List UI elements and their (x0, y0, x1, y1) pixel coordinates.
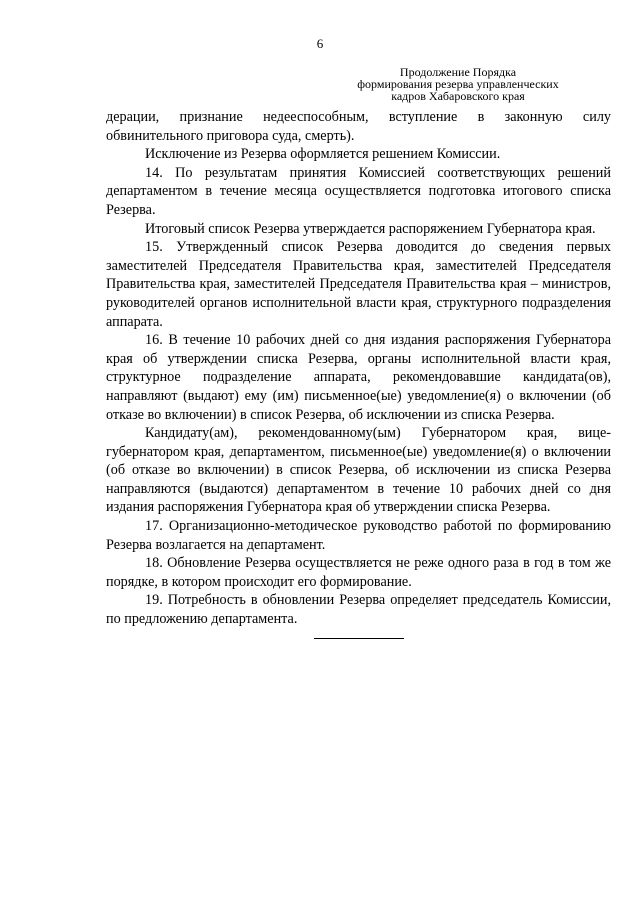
page-number: 6 (316, 36, 324, 51)
paragraph-continuation: дерации, признание недееспособным, вступление в законную силу обвинительного приговора суда, смерть). (106, 109, 611, 144)
paragraph-17: 17. Организационно-методическое руководство работой по формированию Резерва возлагается на департамент. (106, 518, 611, 553)
header-line-3: кадров Хабаровского края (391, 89, 525, 103)
paragraph-19: 19. Потребность в обновлении Резерва определяет председатель Комиссии, по предложению департамента. (106, 592, 611, 628)
paragraph-final-list: Итоговый список Резерва утверждается распоряжением Губернатора края. (145, 220, 596, 237)
paragraph-18: 18. Обновление Резерва осуществляется не реже одного раза в год в том же порядке, в котором происходит его формирование. (106, 555, 611, 590)
paragraph-exclusion: Исключение из Резерва оформляется решением Комиссии. (145, 146, 501, 163)
header-line-1: Продолжение Порядка (399, 65, 517, 79)
paragraph-16: 16. В течение 10 рабочих дней со дня издания распоряжения Губернатора края об утверждении списка Резерва, органы исполнительной власти края, структурное подразделение аппарата, рекомендовавшие кандидата(ов), направляют (выдают) ему (им) письменное(ые) уведомление(я) о включении (об отказе во включении) в список Резерва, об исключении из списка Резерва. (106, 332, 611, 423)
document-body (106, 108, 611, 629)
end-divider-line (314, 638, 404, 639)
paragraph-15: 15. Утвержденный список Резерва доводится до сведения первых заместителей Председателя Правительства края, заместителей Председателя Правительства края, заместителей Председателя Правительства края – министров, руководителей органов исполнительной власти края, структурного подразделения аппарата. (106, 239, 611, 330)
paragraph-candidates-notice: Кандидату(ам), рекомендованному(ым) Губернатором края, вице-губернатором края, департаментом, письменное(ые) уведомление(я) о включении (об отказе во включении) в список Резерва, об исключении из списка Резерва направляются (выдаются) департаментом в течение 10 рабочих дней со дня издания распоряжения Губернатора края об утверждении списка Резерва. (106, 425, 611, 516)
paragraph-14: 14. По результатам принятия Комиссией соответствующих решений департаментом в течение месяца осуществляется подготовка итогового списка Резерва. (106, 164, 611, 218)
header-line-2: формирования резерва управленческих (357, 77, 559, 91)
document-continuation-header (348, 66, 568, 102)
